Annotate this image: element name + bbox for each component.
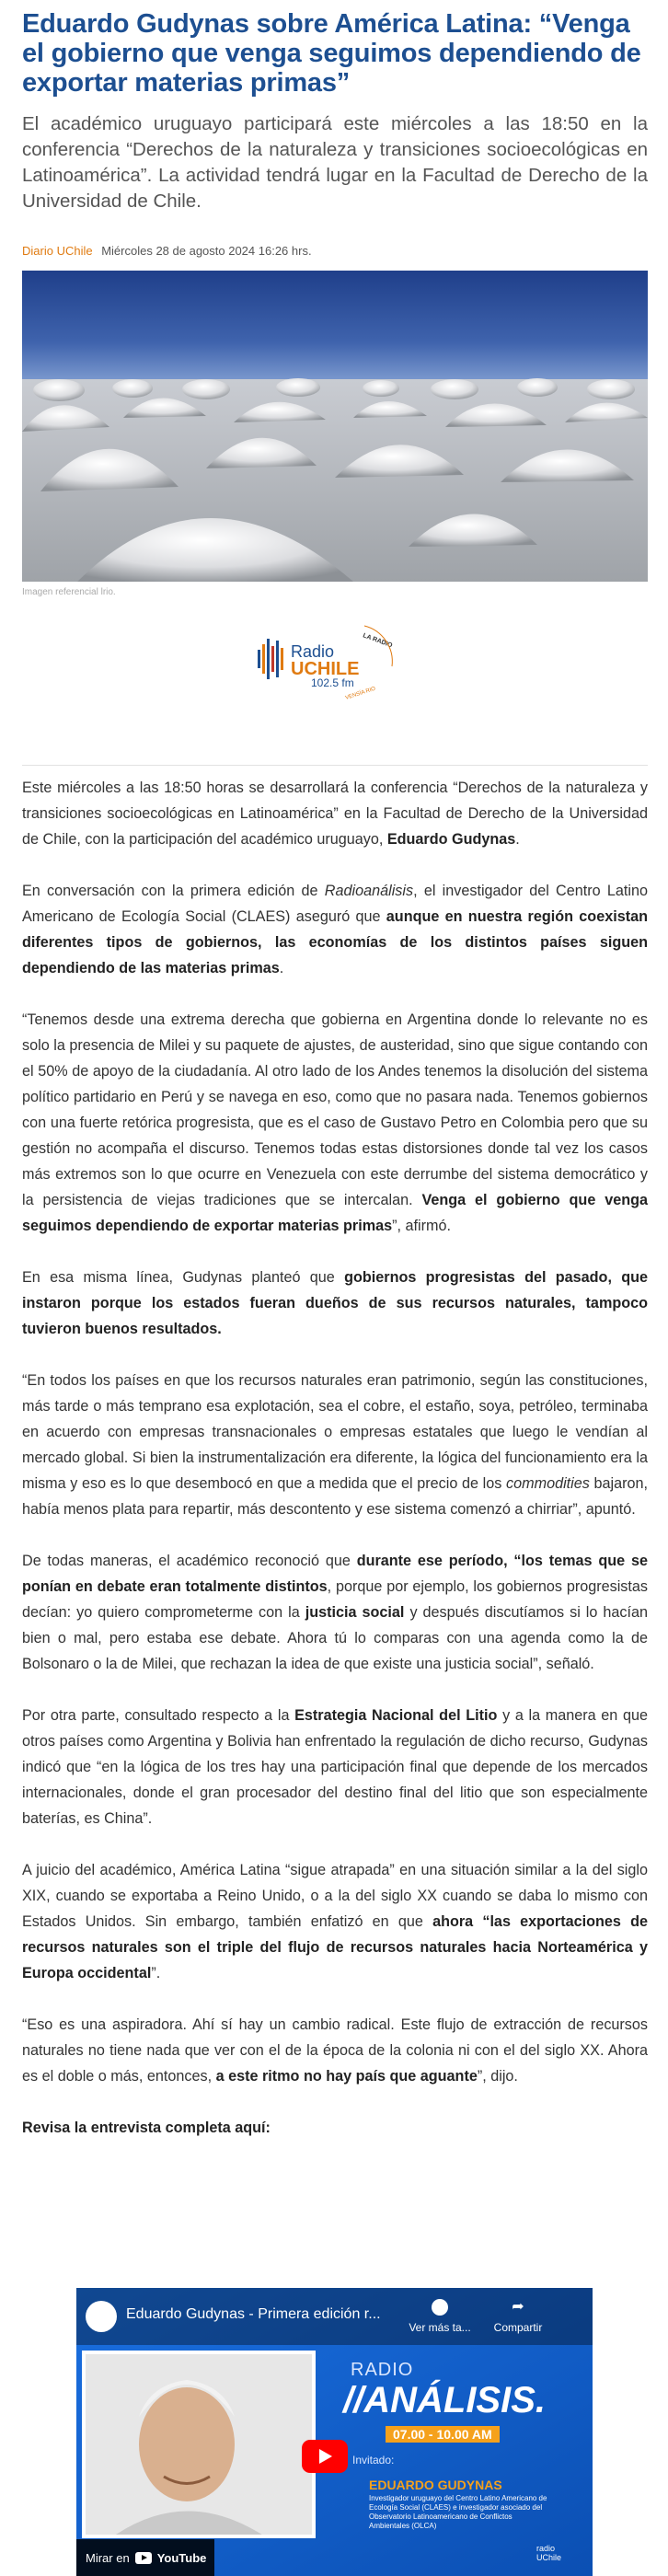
- text-run: y después discutíamos si lo hacían bien o mal, pero estaba ese debate. Ahora tú lo comparas con una agenda como la de Bolsonaro o la de Milei, que rechazan la idea de que existe una justicia social”, señaló.: [22, 1604, 649, 1672]
- watch-on-youtube-button[interactable]: [76, 2539, 214, 2576]
- article-lead: El académico uruguayo participará este miércoles a las 18:50 en la conferencia “Derechos de la naturaleza y transiciones socioecológicas en Latinoamérica”. La actividad tendrá lugar en la Facultad de Derecho de la Universidad de Chile.: [22, 113, 648, 212]
- guest-label: Invitado:: [352, 2454, 395, 2466]
- text-run: En conversación con la primera edición de: [22, 883, 325, 899]
- hero-image: [22, 271, 648, 582]
- body-paragraph: [22, 1007, 648, 1239]
- guest-name: EDUARDO GUDYNAS: [369, 2478, 502, 2492]
- text-run: bajaron, había menos plata para repartir, más descontento y ese sistema comenzó a chirriar”, apuntó.: [22, 1475, 648, 1518]
- text-run: ”, afirmó.: [392, 1218, 451, 1234]
- channel-avatar[interactable]: [86, 2301, 117, 2332]
- program-name-line1: RADIO: [351, 2360, 414, 2380]
- bold-text: justicia social: [305, 1604, 405, 1621]
- bold-text: gobiernos progresistas del pasado, que instaron porque los estados fueran dueños de sus recursos naturales, tampoco tuvieron buenos resultados.: [22, 1269, 649, 1337]
- play-icon: [319, 2449, 332, 2464]
- share-label: Compartir: [493, 2321, 543, 2334]
- share-icon: ➦: [512, 2299, 524, 2315]
- text-run: “Eso es una aspiradora. Ahí sí hay un cambio radical. Este flujo de extracción de recursos naturales no tiene nada que ver con el de la época de la colonia ni con el del siglo XX. Ahora es el doble o más, entonces,: [22, 2016, 648, 2085]
- bold-text: a este ritmo no hay país que aguante: [215, 2068, 478, 2085]
- bold-text: aunque en nuestra región coexistan diferentes tipos de gobiernos, las economías de los distintos países siguen dependiendo de las materias primas: [22, 908, 648, 976]
- youtube-icon: [135, 2552, 152, 2564]
- body-paragraph: [22, 2115, 648, 2141]
- text-run: Este miércoles a las 18:50 horas se desarrollará la conferencia “Derechos de la naturaleza y transiciones socioecológicas en Latinoamérica” en la Facultad de Derecho de la Universidad de Chile, con la participación del académico uruguayo,: [22, 780, 648, 848]
- bold-text: Eduardo Gudynas: [386, 831, 516, 848]
- image-caption: Imagen referencial lrio.: [22, 587, 116, 597]
- svg-text:UCHILE: UCHILE: [291, 659, 360, 679]
- text-run: .: [515, 831, 520, 848]
- svg-text:Radio: Radio: [291, 642, 335, 661]
- svg-text:102.5 fm: 102.5 fm: [311, 676, 354, 689]
- text-run: , porque por ejemplo, los gobiernos progresistas decían: yo quiero comprometerme con la: [22, 1578, 648, 1621]
- body-paragraph: [22, 1857, 648, 1986]
- clock-icon: [432, 2299, 448, 2316]
- text-run: ”, dijo.: [477, 2068, 518, 2085]
- article-source-link[interactable]: Diario UChile: [22, 244, 93, 258]
- body-paragraph: [22, 1368, 648, 1522]
- text-run: y a la manera en que otros países como Argentina y Bolivia han enfrentado la regulación de dicho recurso, Gudynas indicó que “en la lógica de los tres hay una participación final que depende de los mercados internacionales, donde el gran procesador del destino final del litio que son especialmente baterías, es China”.: [22, 1707, 648, 1827]
- video-title[interactable]: Eduardo Gudynas - Primera edición r...: [126, 2306, 381, 2322]
- body-paragraph: [22, 878, 648, 981]
- text-run: En esa misma línea, Gudynas planteó que: [22, 1269, 345, 1286]
- body-paragraph: [22, 1548, 648, 1677]
- svg-text:LA RADIO: LA RADIO: [362, 632, 394, 650]
- youtube-embed[interactable]: [76, 2288, 593, 2576]
- article-title: Eduardo Gudynas sobre América Latina: “Venga el gobierno que venga seguimos dependiendo de exportar materias primas”: [22, 9, 641, 98]
- article-date: Miércoles 28 de agosto 2024 16:26 hrs.: [101, 244, 312, 258]
- program-schedule: 07.00 - 10.00 AM: [386, 2426, 500, 2443]
- youtube-wordmark: YouTube: [156, 2550, 207, 2565]
- body-paragraph: [22, 1703, 648, 1831]
- radio-uchile-logo[interactable]: [254, 618, 401, 701]
- text-run: ”.: [151, 1965, 161, 1981]
- text-run: “En todos los países en que los recursos naturales eran patrimonio, según las constituciones, más tarde o más temprano esa explotación, sea el cobre, el estaño, soya, petróleo, terminaba en acuerdo con empresas transnacionales o empresas estatales que luego le vendían al mercado global. Si bien la instrumentalización era diferente, la lógica del funcionamiento era la misma y eso es lo que desembocó en que a medida que el precio de los: [22, 1372, 648, 1492]
- bold-text: Estrategia Nacional del Litio: [294, 1707, 498, 1724]
- bold-text: Revisa la entrevista completa aquí:: [22, 2120, 271, 2136]
- sound-bars-icon: [258, 639, 283, 679]
- text-run: A juicio del académico, América Latina “sigue atrapada” en una situación similar a la del siglo XIX, cuando se exportaba a Reino Unido, o a la del siglo XX cuando se daba lo mismo con Estados Unidos. Sin embargo, también enfatizó en que: [22, 1862, 648, 1930]
- program-name-line2: //ANÁLISIS.: [343, 2380, 547, 2420]
- guest-description: Investigador uruguayo del Centro Latino Americano de Ecología Social (CLAES) e investigador asociado del Observatorio Latinoamericano de Conflictos Ambientales (OLCA): [369, 2494, 547, 2530]
- bold-text: durante ese período, “los temas que se ponían en debate eran totalmente distintos: [22, 1553, 648, 1595]
- watch-later-label: Ver más ta...: [409, 2321, 471, 2334]
- article-meta: [22, 243, 648, 260]
- bold-text: Venga el gobierno que venga seguimos dependiendo de exportar materias primas: [22, 1192, 648, 1234]
- radio-logo-graphic: [254, 618, 401, 701]
- text-run: , el investigador del Centro Latino Americano de Ecología Social (CLAES) aseguró que: [22, 883, 648, 925]
- body-paragraph: [22, 2012, 648, 2089]
- bold-text: ahora “las exportaciones de recursos naturales son el triple del flujo de recursos naturales hacia Norteamérica y Europa occidental: [22, 1913, 648, 1981]
- article-body: [22, 775, 648, 2166]
- text-run: .: [279, 960, 284, 976]
- text-run: Por otra parte, consultado respecto a la: [22, 1707, 295, 1724]
- svg-text:VENSÍA RIO: VENSÍA RIO: [344, 686, 376, 701]
- watch-later-button[interactable]: [408, 2299, 472, 2334]
- italic-text: commodities: [506, 1475, 590, 1492]
- watch-on-label: Mirar en: [86, 2550, 130, 2565]
- body-paragraph: [22, 775, 648, 852]
- channel-watermark: radio UChile: [536, 2544, 562, 2562]
- play-button[interactable]: [302, 2440, 348, 2473]
- share-button[interactable]: [481, 2299, 555, 2334]
- salt-flat-illustration: [22, 271, 648, 582]
- italic-text: Radioanálisis: [324, 883, 414, 899]
- body-paragraph: [22, 1265, 648, 1342]
- text-run: De todas maneras, el académico reconoció que: [22, 1553, 357, 1569]
- text-run: “Tenemos desde una extrema derecha que gobierna en Argentina donde lo relevante no es solo la presencia de Milei y su paquete de ajustes, de austeridad, sino que sigue contando con el 50% de apoyo de la ciudadanía. Al otro lado de los Andes tenemos la disolución del sistema político partidario en Perú y se navega en eso, como que no pasara nada. Tenemos gobiernos con una fuerte retórica progresista, que es el caso de Gustavo Petro en Colombia pero que su gestión no acompaña el discurso. Tenemos todas estas distorsiones donde tal vez los casos más extremos son lo que ocurre en Venezuela con este derrumbe del sistema democrático y la persistencia de viejas tradiciones que se intercalan.: [22, 1011, 648, 1208]
- section-divider: [22, 765, 648, 766]
